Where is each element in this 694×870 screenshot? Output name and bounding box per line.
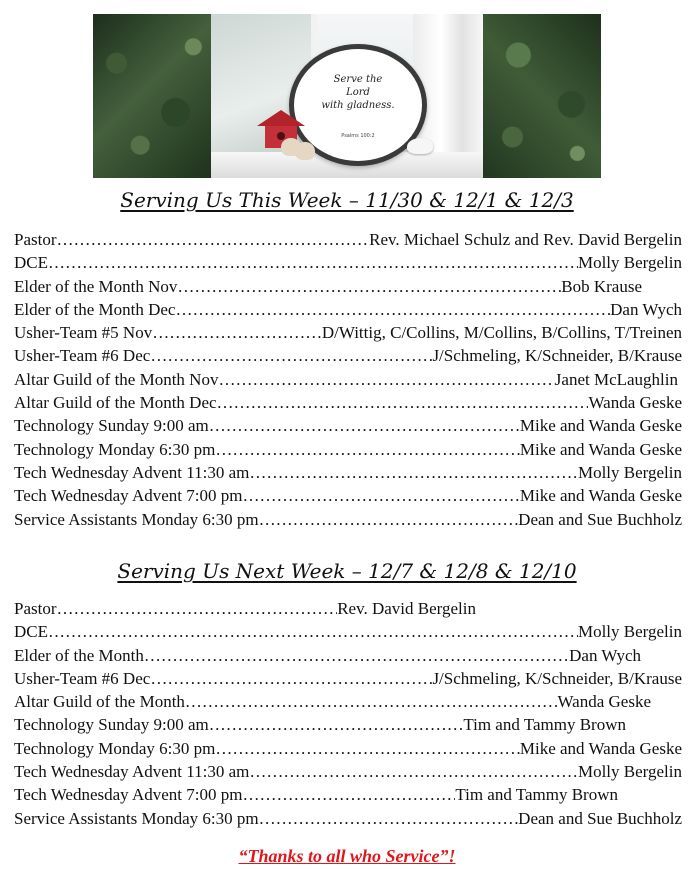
pine-branches-left: [93, 14, 211, 178]
plaque-text: Serve the Lord with gladness.: [321, 74, 395, 111]
roster-row: Usher-Team #6 Dec ………………………………………………………………………………………………………… J/Schmeling, K/Schneider, B/Krause: [14, 346, 682, 369]
window-scene: [211, 14, 483, 178]
header-photo: [93, 14, 601, 178]
roster-row: Altar Guild of the Month ………………………………………………………………………………………………………… Wanda Geske: [14, 692, 651, 715]
heart-ornament-icon: [295, 142, 315, 160]
roster-row: DCE ………………………………………………………………………………………………………… Molly Bergelin: [14, 253, 682, 276]
roster-row: Technology Monday 6:30 pm ………………………………………………………………………………………………………… Mike and Wanda Geske: [14, 440, 682, 463]
pine-branches-right: [483, 14, 601, 178]
roster-row: Elder of the Month ………………………………………………………………………………………………………… Dan Wych: [14, 646, 641, 669]
next-week-heading: Serving Us Next Week – 12/7 & 12/8 & 12/10: [117, 559, 577, 583]
roster-row: Altar Guild of the Month Nov ………………………………………………………………………………………………………… Janet McLaughlin: [14, 370, 678, 393]
roster-row: Pastor ………………………………………………………………………………………………………… Rev. Michael Schulz and Rev. David Bergelin: [14, 230, 682, 253]
roster-row: DCE ………………………………………………………………………………………………………… Molly Bergelin: [14, 622, 682, 645]
roster-row: Tech Wednesday Advent 7:00 pm ………………………………………………………………………………………………………… Mike and Wanda Geske: [14, 486, 682, 509]
roster-row: Technology Sunday 9:00 am ………………………………………………………………………………………………………… Tim and Tammy Brown: [14, 715, 626, 738]
next-week-roster: [14, 599, 682, 832]
roster-row: Tech Wednesday Advent 11:30 am ………………………………………………………………………………………………………… Molly Bergelin: [14, 762, 682, 785]
bird-figurine-icon: [407, 138, 433, 154]
roster-row: Usher-Team #5 Nov ………………………………………………………………………………………………………… D/Wittig, C/Collins, M/Collins, B/Collins, T/Treinen: [14, 323, 682, 346]
roster-row: Service Assistants Monday 6:30 pm ………………………………………………………………………………………………………… Dean and Sue Buchholz: [14, 809, 682, 832]
roster-row: Tech Wednesday Advent 7:00 pm ………………………………………………………………………………………………………… Tim and Tammy Brown: [14, 785, 618, 808]
roster-row: Altar Guild of the Month Dec ………………………………………………………………………………………………………… Wanda Geske: [14, 393, 682, 416]
this-week-heading: Serving Us This Week – 11/30 & 12/1 & 12/3: [120, 188, 574, 212]
roster-row: Usher-Team #6 Dec ………………………………………………………………………………………………………… J/Schmeling, K/Schneider, B/Krause: [14, 669, 682, 692]
roster-row: Technology Sunday 9:00 am ………………………………………………………………………………………………………… Mike and Wanda Geske: [14, 416, 682, 439]
this-week-roster: [14, 230, 682, 533]
roster-row: Elder of the Month Nov ………………………………………………………………………………………………………… Bob Krause: [14, 277, 642, 300]
thanks-footer: “Thanks to all who Service”!: [238, 846, 456, 866]
roster-row: Service Assistants Monday 6:30 pm ………………………………………………………………………………………………………… Dean and Sue Buchholz: [14, 510, 682, 533]
roster-row: Tech Wednesday Advent 11:30 am ………………………………………………………………………………………………………… Molly Bergelin: [14, 463, 682, 486]
roster-row: Pastor ………………………………………………………………………………………………………… Rev. David Bergelin: [14, 599, 476, 622]
plaque-reference: Psalms 100:2: [341, 133, 375, 139]
roster-row: Technology Monday 6:30 pm ………………………………………………………………………………………………………… Mike and Wanda Geske: [14, 739, 682, 762]
roster-row: Elder of the Month Dec ………………………………………………………………………………………………………… Dan Wych: [14, 300, 682, 323]
